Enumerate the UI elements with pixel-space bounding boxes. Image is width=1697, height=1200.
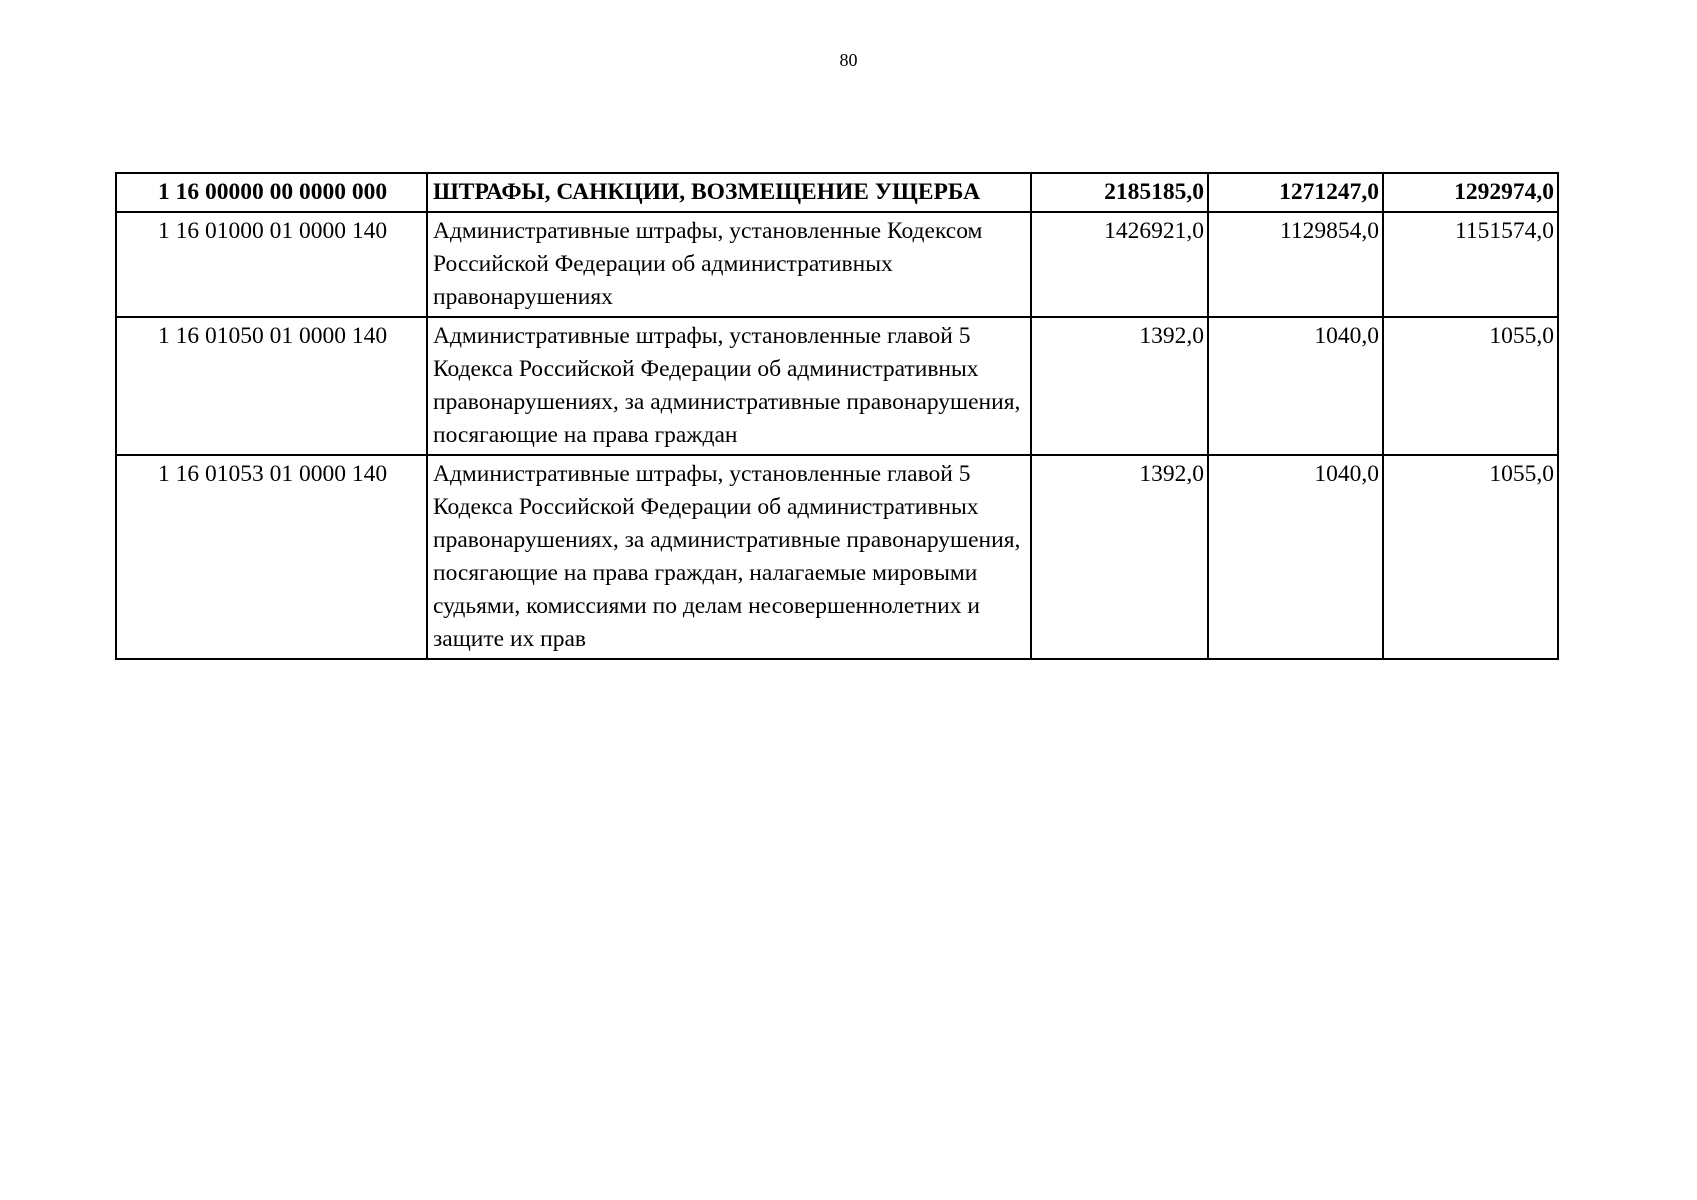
revenue-name-cell: Административные штрафы, установленные главой 5 Кодекса Российской Федерации об административных правонарушениях, за административные правонарушения, посягающие на права граждан xyxy=(427,317,1031,455)
revenue-name-cell: Административные штрафы, установленные главой 5 Кодекса Российской Федерации об административных правонарушениях, за административные правонарушения, посягающие на права граждан, налагаемые мировыми судьями, комиссиями по делам несовершеннолетних и защите их прав xyxy=(427,455,1031,659)
budget-code-cell: 1 16 01050 01 0000 140 xyxy=(116,317,427,455)
revenue-name-cell: Административные штрафы, установленные Кодексом Российской Федерации об административных правонарушениях xyxy=(427,212,1031,317)
amount-year2-cell: 1040,0 xyxy=(1208,455,1383,659)
revenue-name-cell: ШТРАФЫ, САНКЦИИ, ВОЗМЕЩЕНИЕ УЩЕРБА xyxy=(427,173,1031,212)
amount-year3-cell: 1055,0 xyxy=(1383,317,1558,455)
revenue-table xyxy=(115,172,1559,660)
amount-year1-cell: 2185185,0 xyxy=(1031,173,1208,212)
amount-year2-cell: 1271247,0 xyxy=(1208,173,1383,212)
amount-year3-cell: 1055,0 xyxy=(1383,455,1558,659)
amount-year1-cell: 1392,0 xyxy=(1031,455,1208,659)
budget-code-cell: 1 16 01000 01 0000 140 xyxy=(116,212,427,317)
table-row-fines-total xyxy=(116,173,1558,212)
amount-year2-cell: 1040,0 xyxy=(1208,317,1383,455)
table-row xyxy=(116,212,1558,317)
amount-year3-cell: 1151574,0 xyxy=(1383,212,1558,317)
amount-year1-cell: 1426921,0 xyxy=(1031,212,1208,317)
table-row xyxy=(116,455,1558,659)
amount-year3-cell: 1292974,0 xyxy=(1383,173,1558,212)
page-number: 80 xyxy=(839,50,858,70)
budget-code-cell: 1 16 01053 01 0000 140 xyxy=(116,455,427,659)
budget-code-cell: 1 16 00000 00 0000 000 xyxy=(116,173,427,212)
table-row xyxy=(116,317,1558,455)
amount-year1-cell: 1392,0 xyxy=(1031,317,1208,455)
amount-year2-cell: 1129854,0 xyxy=(1208,212,1383,317)
